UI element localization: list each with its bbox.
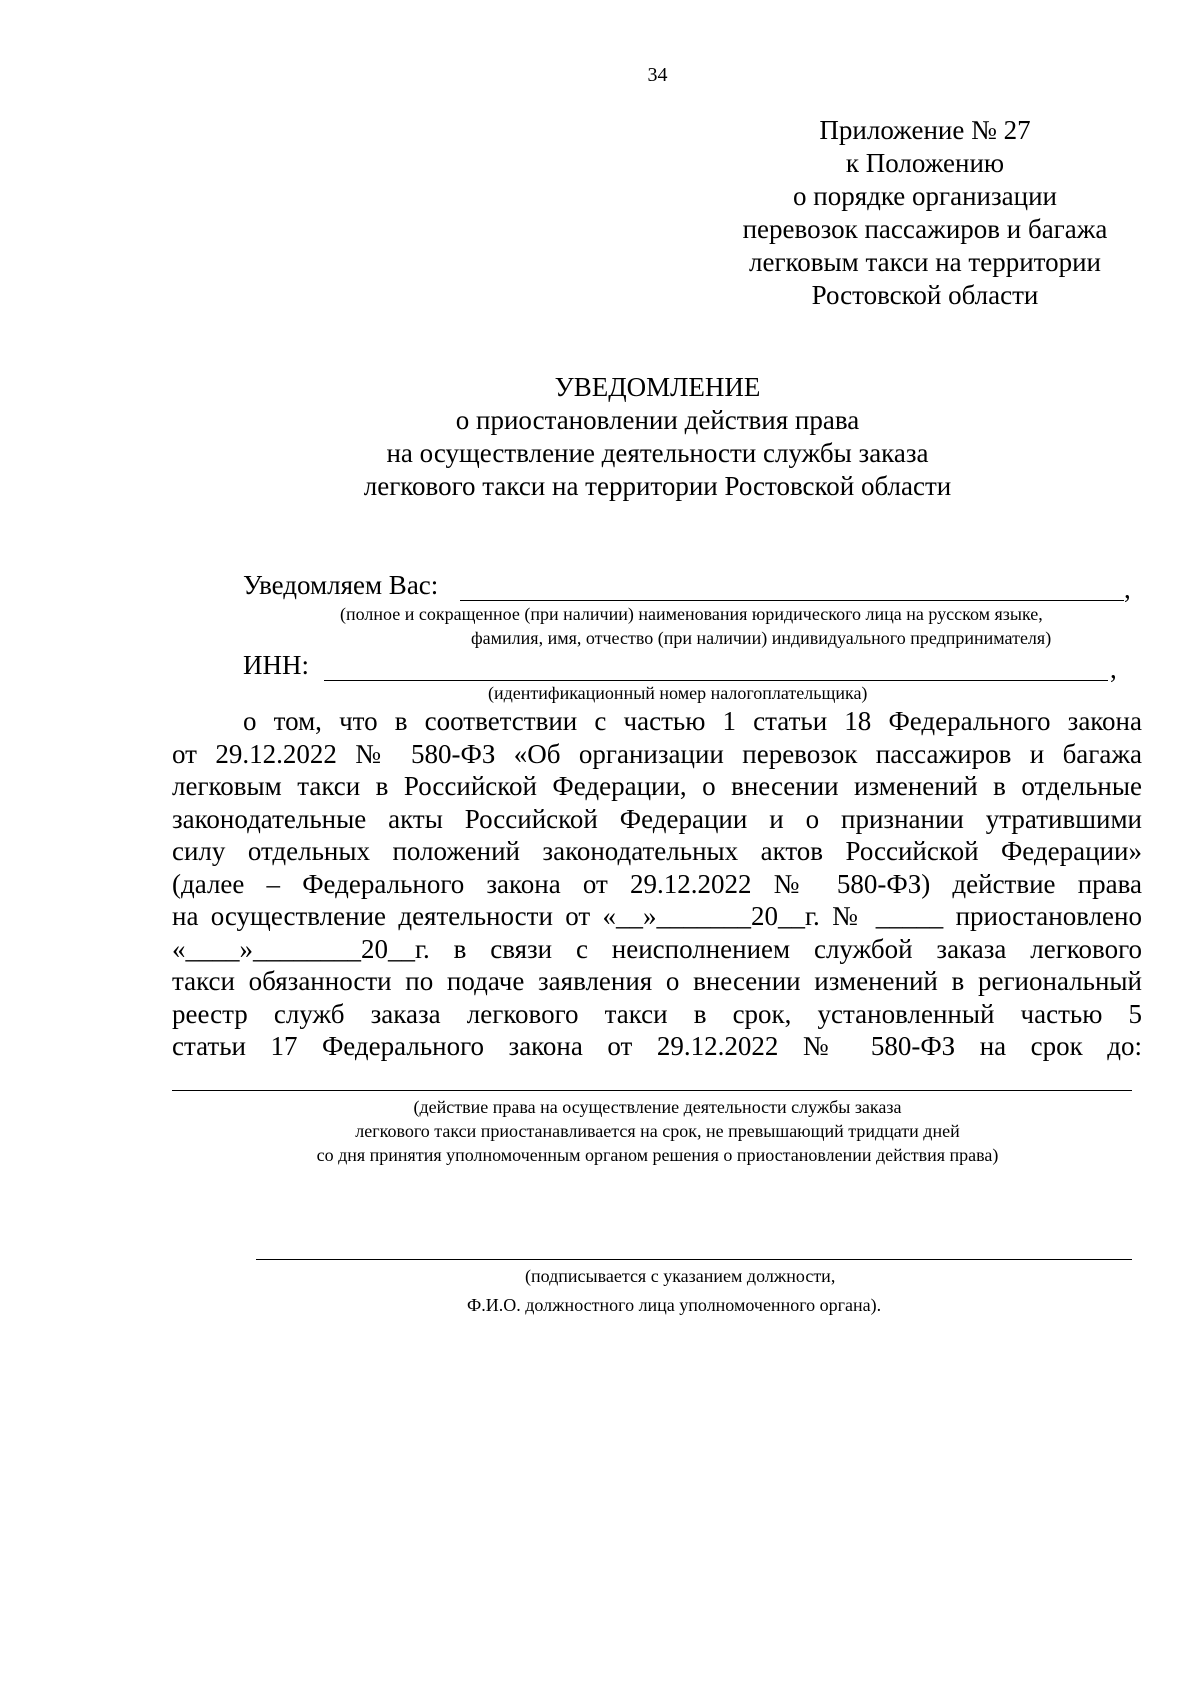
signature-hint: (подписывается с указанием должности,	[525, 1266, 836, 1286]
body-line: статьи 17 Федерального закона от 29.12.2022 № 580-ФЗ на срок до:	[172, 1031, 1142, 1061]
term-field[interactable]	[172, 1090, 1132, 1091]
title-line: легкового такси на территории Ростовской области	[363, 471, 952, 501]
page-number: 34	[647, 64, 668, 86]
appendix-line: легковым такси на территории	[748, 247, 1101, 277]
inn-hint: (идентификационный номер налогоплательщика)	[488, 683, 868, 703]
term-hint: (действие права на осуществление деятельности службы заказа	[413, 1097, 902, 1117]
appendix-line: о порядке организации	[793, 181, 1057, 211]
recipient-hint-2: фамилия, имя, отчество (при наличии) индивидуального предпринимателя)	[471, 628, 1052, 648]
body-line: о том, что в соответствии с частью 1 статьи 18 Федерального закона	[243, 706, 1142, 736]
notify-label: Уведомляем Вас:	[243, 570, 439, 600]
body-line: легковым такси в Российской Федерации, о внесении изменений в отдельные	[172, 771, 1142, 801]
inn-field[interactable]	[324, 680, 1108, 681]
notify-comma: ,	[1124, 574, 1131, 604]
body-line-date: «____»________20__г. в связи с неисполнением службой заказа легкового	[172, 934, 1142, 964]
term-hint: легкового такси приостанавливается на срок, не превышающий тридцати дней	[355, 1121, 960, 1141]
inn-label: ИНН:	[243, 650, 309, 680]
appendix-line: Ростовской области	[811, 280, 1039, 310]
body-line-date-number: на осуществление деятельности от «__»_______20__г. № _____ приостановлено	[172, 901, 1142, 931]
appendix-line: Приложение № 27	[819, 115, 1031, 145]
document-title	[0, 371, 1200, 503]
recipient-hint-1: (полное и сокращенное (при наличии) наименования юридического лица на русском языке,	[340, 604, 1043, 624]
body-line: от 29.12.2022 № 580-ФЗ «Об организации перевозок пассажиров и багажа	[172, 739, 1142, 769]
body-line: реестр служб заказа легкового такси в срок, установленный частью 5	[172, 999, 1142, 1029]
appendix-line: перевозок пассажиров и багажа	[742, 214, 1108, 244]
body-line: законодательные акты Российской Федерации и о признании утратившими	[172, 804, 1142, 834]
body-line: (далее – Федерального закона от 29.12.2022 № 580-ФЗ) действие права	[172, 869, 1142, 899]
title-heading: УВЕДОМЛЕНИЕ	[554, 372, 761, 402]
signature-field[interactable]	[256, 1259, 1132, 1260]
body-line: силу отдельных положений законодательных актов Российской Федерации»	[172, 836, 1142, 866]
appendix-line: к Положению	[845, 148, 1005, 178]
term-hint: со дня принятия уполномоченным органом решения о приостановлении действия права)	[316, 1145, 999, 1165]
appendix-block	[700, 114, 1150, 312]
inn-comma: ,	[1110, 654, 1117, 684]
title-line: на осуществление деятельности службы заказа	[386, 438, 929, 468]
signature-hint: Ф.И.О. должностного лица уполномоченного органа).	[467, 1295, 882, 1315]
body-line: такси обязанности по подаче заявления о внесении изменений в региональный	[172, 966, 1142, 996]
recipient-name-field[interactable]	[460, 600, 1124, 601]
title-line: о приостановлении действия права	[455, 405, 860, 435]
